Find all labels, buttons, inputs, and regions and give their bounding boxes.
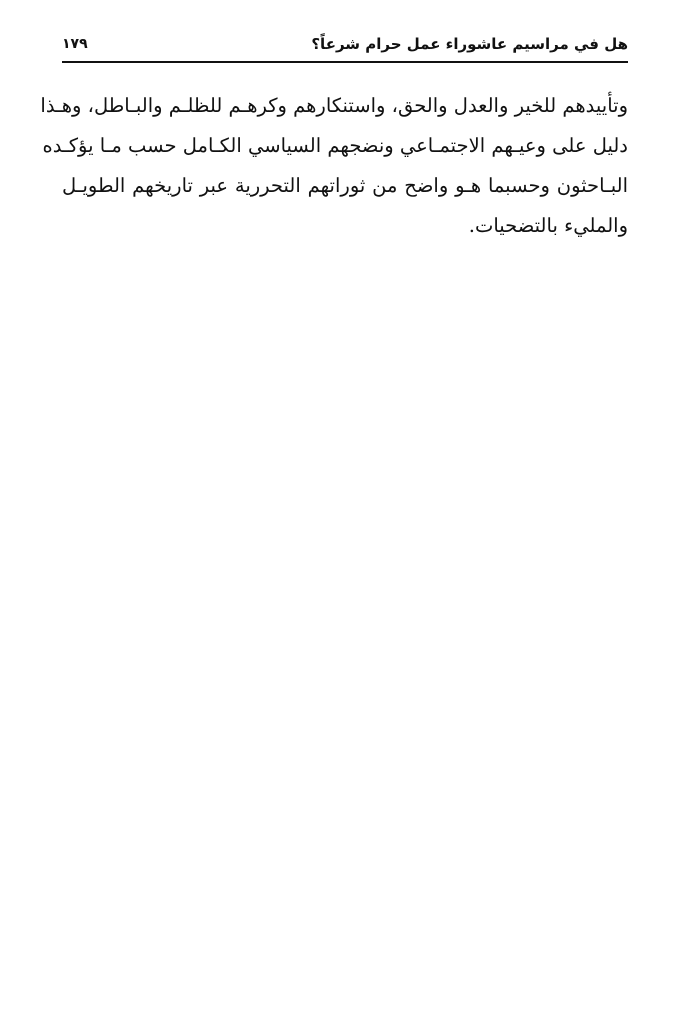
paragraph-line-2: دليل على وعيـهم الاجتمـاعي ونضجهم السياسي الكـامل حسب مـا يؤكـده: [42, 134, 628, 157]
paragraph-line-1: وتأييدهم للخير والعدل والحق، واستنكارهم وكرهـم للظلـم والبـاطل، وهـذا: [40, 94, 628, 117]
running-header: [62, 30, 628, 58]
header-divider: [62, 61, 628, 63]
running-header-title: هل في مراسيم عاشوراء عمل حرام شرعاً؟: [311, 35, 628, 53]
body-paragraph: [40, 86, 628, 246]
paragraph-line-4: والمليء بالتضحيات.: [468, 214, 628, 237]
page-number: ١٧٩: [62, 36, 88, 52]
paragraph-line-3: البـاحثون وحسبما هـو واضح من ثوراتهم التحررية عبر تاريخهم الطويـل: [62, 174, 628, 197]
